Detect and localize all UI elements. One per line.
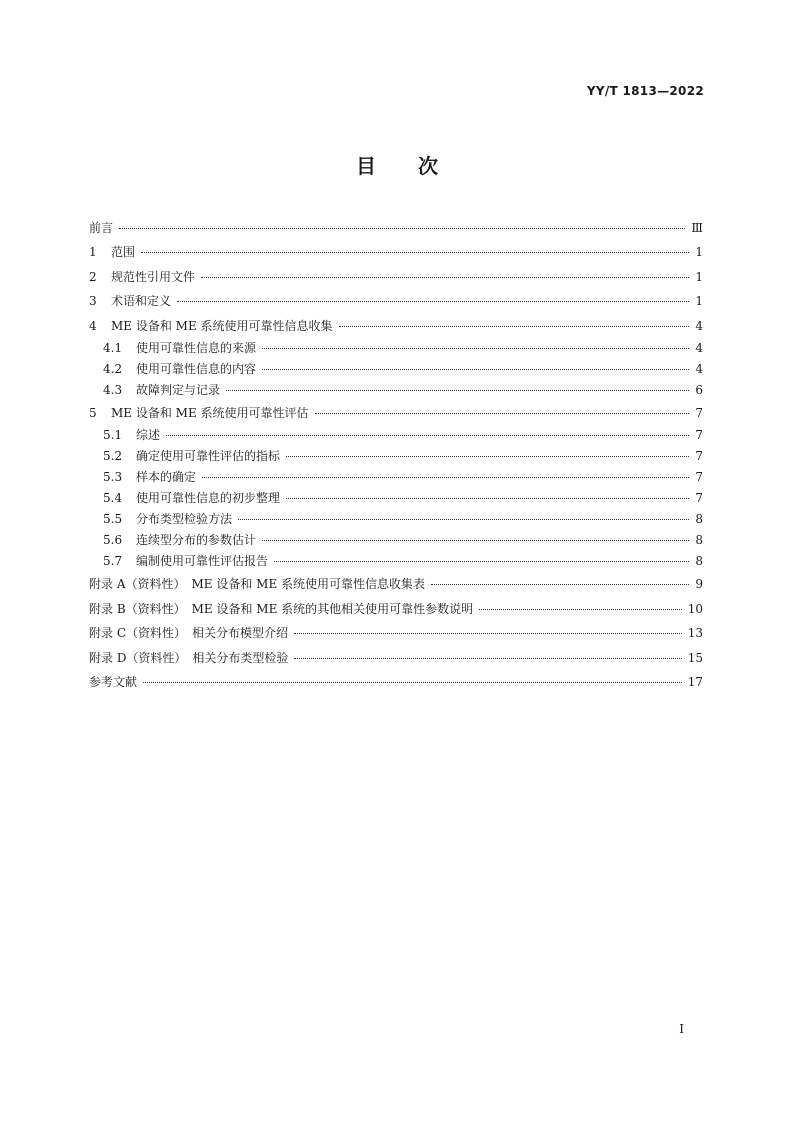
toc-entry-label: ME 设备和 ME 系统使用可靠性信息收集 <box>111 318 333 333</box>
toc-leader-dots <box>202 477 689 478</box>
toc-entry-label: 样本的确定 <box>136 470 197 485</box>
toc-entry[interactable] <box>89 551 703 572</box>
toc-entry-label: 编制使用可靠性评估报告 <box>136 554 269 569</box>
toc-entry-label: 使用可靠性信息的来源 <box>136 340 257 355</box>
toc-leader-dots <box>262 540 689 541</box>
toc-entry[interactable] <box>89 488 703 509</box>
toc-entry-label: 范围 <box>111 245 136 260</box>
toc-entry-label: 分布类型检验方法 <box>136 512 233 527</box>
toc-entry-number: 1 <box>89 245 97 260</box>
toc-entry[interactable] <box>89 265 703 289</box>
toc-leader-dots <box>294 658 681 659</box>
toc-entry[interactable] <box>89 572 703 596</box>
toc-entry[interactable] <box>89 401 703 425</box>
toc-entry-page: 8 <box>695 554 703 569</box>
toc-leader-dots <box>201 277 689 278</box>
toc-entry[interactable] <box>89 467 703 488</box>
toc-leader-dots <box>226 390 689 391</box>
toc-entry[interactable] <box>89 530 703 551</box>
toc-entry-label: 附录 C（资料性） 相关分布模型介绍 <box>89 626 288 641</box>
toc-leader-dots <box>177 301 689 302</box>
toc-entry-number: 5.1 <box>103 428 123 443</box>
toc-leader-dots <box>294 633 682 634</box>
toc-leader-dots <box>479 609 682 610</box>
toc-entry-page: 7 <box>695 428 703 443</box>
toc-entry-label: 前言 <box>89 221 114 235</box>
toc-leader-dots <box>274 561 689 562</box>
toc-entry-number: 4 <box>89 318 97 333</box>
toc-leader-dots <box>262 348 689 349</box>
toc-entry-page: 4 <box>695 340 703 355</box>
toc-entry-number: 5.2 <box>103 449 123 464</box>
toc-entry-label: 参考文献 <box>89 674 138 689</box>
toc-entry-page: 8 <box>695 533 703 548</box>
toc-entry-label: 附录 B（资料性） ME 设备和 ME 系统的其他相关使用可靠性参数说明 <box>89 601 474 616</box>
toc-leader-dots <box>143 682 682 683</box>
toc-entry-number: 4.1 <box>103 340 123 355</box>
toc-entry-label: 综述 <box>136 428 161 443</box>
toc-entry-page: 10 <box>687 601 703 616</box>
toc-entry-page: 9 <box>695 577 703 592</box>
toc-entry[interactable] <box>89 646 703 670</box>
toc-entry-label: 附录 A（资料性） ME 设备和 ME 系统使用可靠性信息收集表 <box>89 577 426 592</box>
toc-entry-page: 7 <box>695 449 703 464</box>
toc-leader-dots <box>119 228 685 229</box>
toc-entry-page: 7 <box>695 470 703 485</box>
toc-entry-number: 5.5 <box>103 512 123 527</box>
toc-entry-label: 术语和定义 <box>111 294 172 309</box>
toc-entry[interactable] <box>89 509 703 530</box>
toc-entry[interactable] <box>89 621 703 645</box>
toc-entry[interactable] <box>89 216 703 240</box>
toc-entry-page: 17 <box>687 674 703 689</box>
toc-entry-page: 8 <box>695 512 703 527</box>
standard-code: YY/T 1813—2022 <box>586 84 704 98</box>
toc-entry-label: 使用可靠性信息的初步整理 <box>136 491 281 506</box>
toc-entry-page: Ⅲ <box>691 221 703 235</box>
toc-entry[interactable] <box>89 597 703 621</box>
toc-entry-label: 连续型分布的参数估计 <box>136 533 257 548</box>
toc-leader-dots <box>431 584 689 585</box>
toc-leader-dots <box>339 326 690 327</box>
toc-entry[interactable] <box>89 425 703 446</box>
toc-entry-label: 确定使用可靠性评估的指标 <box>136 449 281 464</box>
toc-entry-label: 附录 D（资料性） 相关分布类型检验 <box>89 650 289 665</box>
toc-leader-dots <box>286 456 689 457</box>
toc-entry-number: 2 <box>89 269 97 284</box>
toc-entry[interactable] <box>89 338 703 359</box>
toc-entry[interactable] <box>89 446 703 467</box>
toc-entry-page: 1 <box>695 294 703 309</box>
toc-entry-page: 4 <box>695 318 703 333</box>
toc-entry-number: 4.2 <box>103 361 123 376</box>
toc-entry-number: 5.4 <box>103 491 123 506</box>
toc-leader-dots <box>238 519 689 520</box>
toc-entry-label: 故障判定与记录 <box>136 382 221 397</box>
toc-entry-page: 13 <box>687 626 703 641</box>
toc-leader-dots <box>141 252 689 253</box>
toc-entry[interactable] <box>89 314 703 338</box>
toc-entry-number: 3 <box>89 294 97 309</box>
toc-leader-dots <box>166 435 689 436</box>
toc-leader-dots <box>315 413 690 414</box>
toc-entry-number: 5.7 <box>103 554 123 569</box>
toc-entry-label: 使用可靠性信息的内容 <box>136 361 257 376</box>
toc-entry-number: 5.6 <box>103 533 123 548</box>
toc-entry-label: ME 设备和 ME 系统使用可靠性评估 <box>111 405 309 420</box>
table-of-contents <box>89 216 703 694</box>
toc-entry[interactable] <box>89 380 703 401</box>
toc-entry[interactable] <box>89 289 703 313</box>
toc-entry[interactable] <box>89 359 703 380</box>
toc-entry-page: 15 <box>687 650 703 665</box>
toc-leader-dots <box>286 498 689 499</box>
toc-entry-page: 1 <box>695 269 703 284</box>
toc-entry-page: 1 <box>695 245 703 260</box>
toc-entry[interactable] <box>89 670 703 694</box>
toc-entry-page: 4 <box>695 361 703 376</box>
toc-entry[interactable] <box>89 240 703 264</box>
toc-entry-number: 4.3 <box>103 382 123 397</box>
toc-entry-page: 6 <box>695 382 703 397</box>
toc-entry-number: 5 <box>89 405 97 420</box>
toc-entry-label: 规范性引用文件 <box>111 269 196 284</box>
toc-entry-page: 7 <box>695 491 703 506</box>
toc-title: 目次 <box>356 154 480 178</box>
toc-leader-dots <box>262 369 689 370</box>
page-number: I <box>679 1022 684 1036</box>
toc-entry-page: 7 <box>695 405 703 420</box>
toc-entry-number: 5.3 <box>103 470 123 485</box>
